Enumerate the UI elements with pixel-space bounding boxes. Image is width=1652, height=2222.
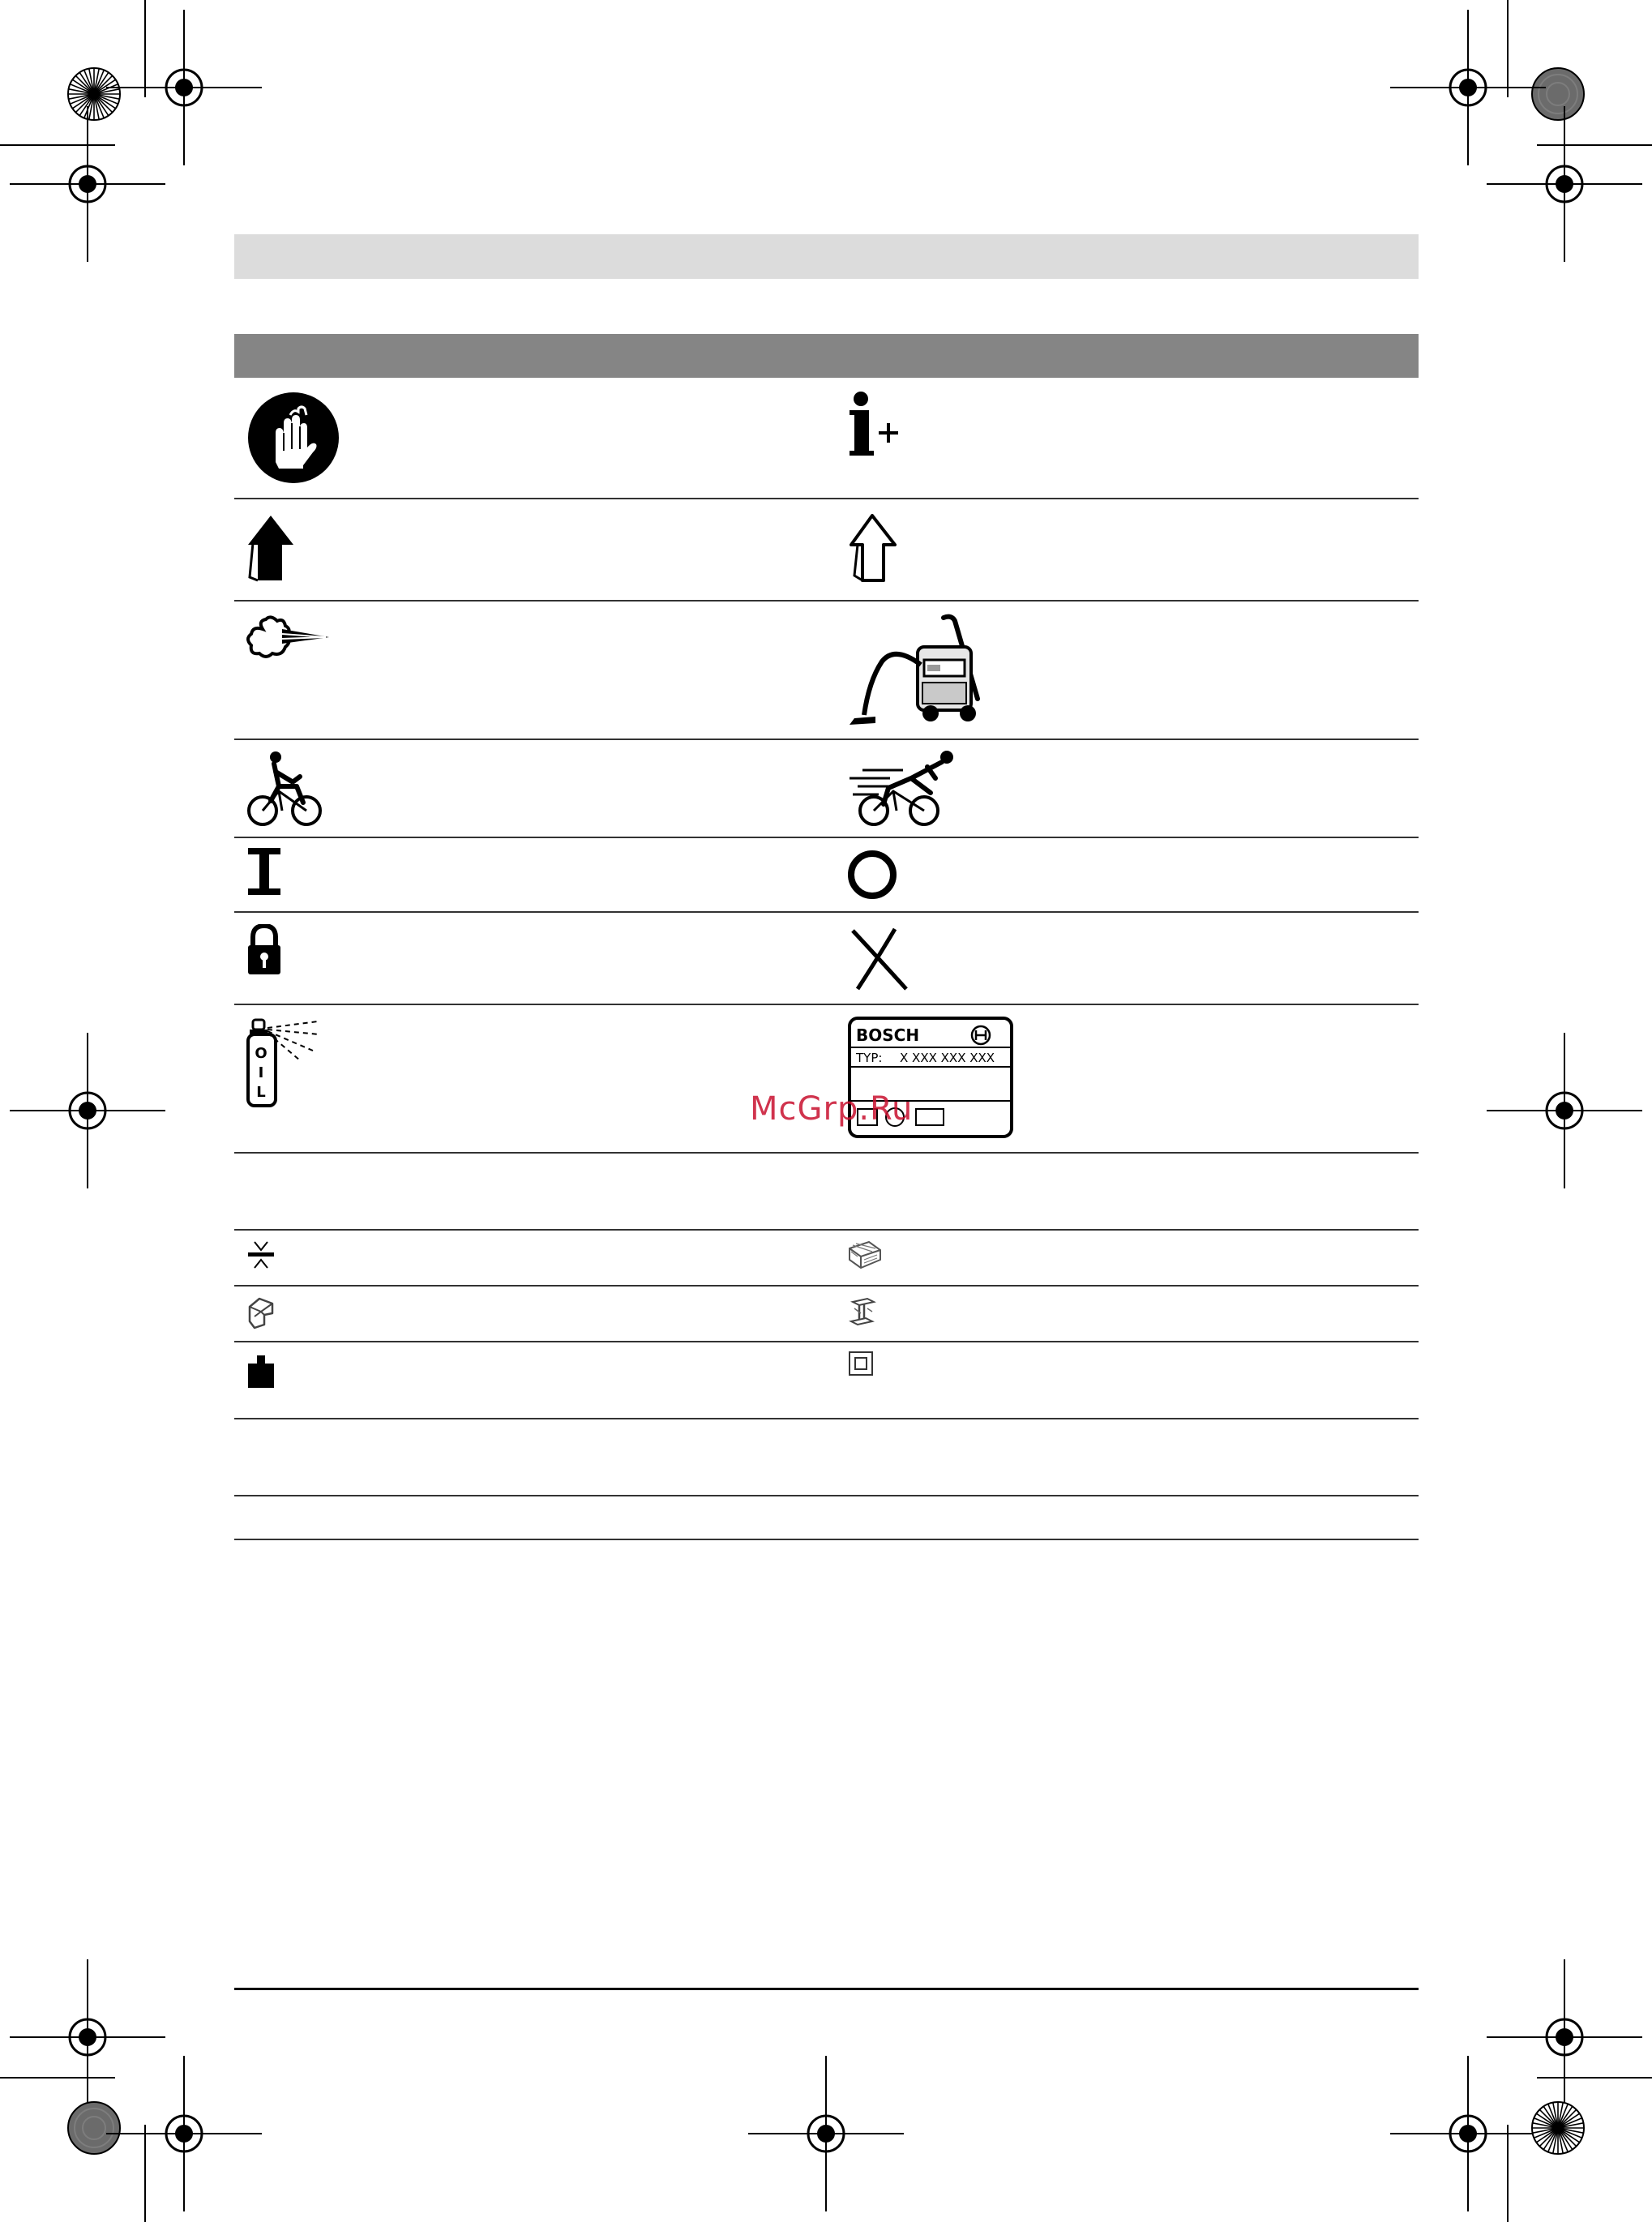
dust-extraction-blow-icon	[245, 614, 331, 666]
oil-letter: O	[255, 1045, 267, 1062]
row-divider	[234, 1229, 1419, 1231]
watermark: McGrp.Ru	[750, 1090, 914, 1128]
weight-icon	[246, 1354, 276, 1389]
additional-information-icon	[848, 391, 913, 459]
low-speed-cyclist-icon	[246, 749, 324, 827]
row-divider	[234, 1539, 1419, 1540]
switch-off-icon	[846, 850, 898, 900]
oil-spray-can-icon	[245, 1018, 323, 1109]
oil-letter: L	[256, 1084, 266, 1101]
row-divider	[234, 1341, 1419, 1342]
row-divider	[234, 1004, 1419, 1005]
row-divider	[234, 911, 1419, 913]
row-divider	[234, 1285, 1419, 1287]
steel-beam-icon	[848, 1297, 879, 1329]
type-plate-type-label: TYP:	[856, 1051, 883, 1065]
reaction-direction-filled-arrow-icon	[246, 512, 298, 584]
row-divider	[234, 739, 1419, 740]
switch-on-icon	[246, 846, 282, 898]
locked-padlock-icon	[246, 924, 282, 976]
header-bar-light	[234, 234, 1419, 279]
table-header-bar	[234, 334, 1419, 378]
protection-class-ii-icon	[848, 1351, 874, 1376]
vacuum-cleaner-icon	[846, 613, 984, 728]
row-divider	[234, 1152, 1419, 1154]
oil-letter: I	[258, 1064, 264, 1081]
disallowed-cross-icon	[848, 927, 909, 992]
wear-protective-gloves-icon	[246, 391, 340, 485]
footer-rule	[234, 1988, 1419, 1990]
row-divider	[234, 837, 1419, 838]
reaction-direction-outline-arrow-icon	[848, 512, 900, 584]
no-load-speed-icon	[246, 1240, 276, 1269]
high-speed-cyclist-icon	[846, 749, 957, 827]
row-divider	[234, 1418, 1419, 1419]
type-plate-brand: BOSCH	[856, 1025, 920, 1045]
type-plate-type-number: X XXX XXX XXX	[900, 1051, 995, 1065]
row-divider	[234, 600, 1419, 602]
row-divider	[234, 498, 1419, 499]
metal-material-icon	[246, 1297, 277, 1329]
wood-material-icon	[848, 1240, 882, 1269]
row-divider	[234, 1495, 1419, 1496]
